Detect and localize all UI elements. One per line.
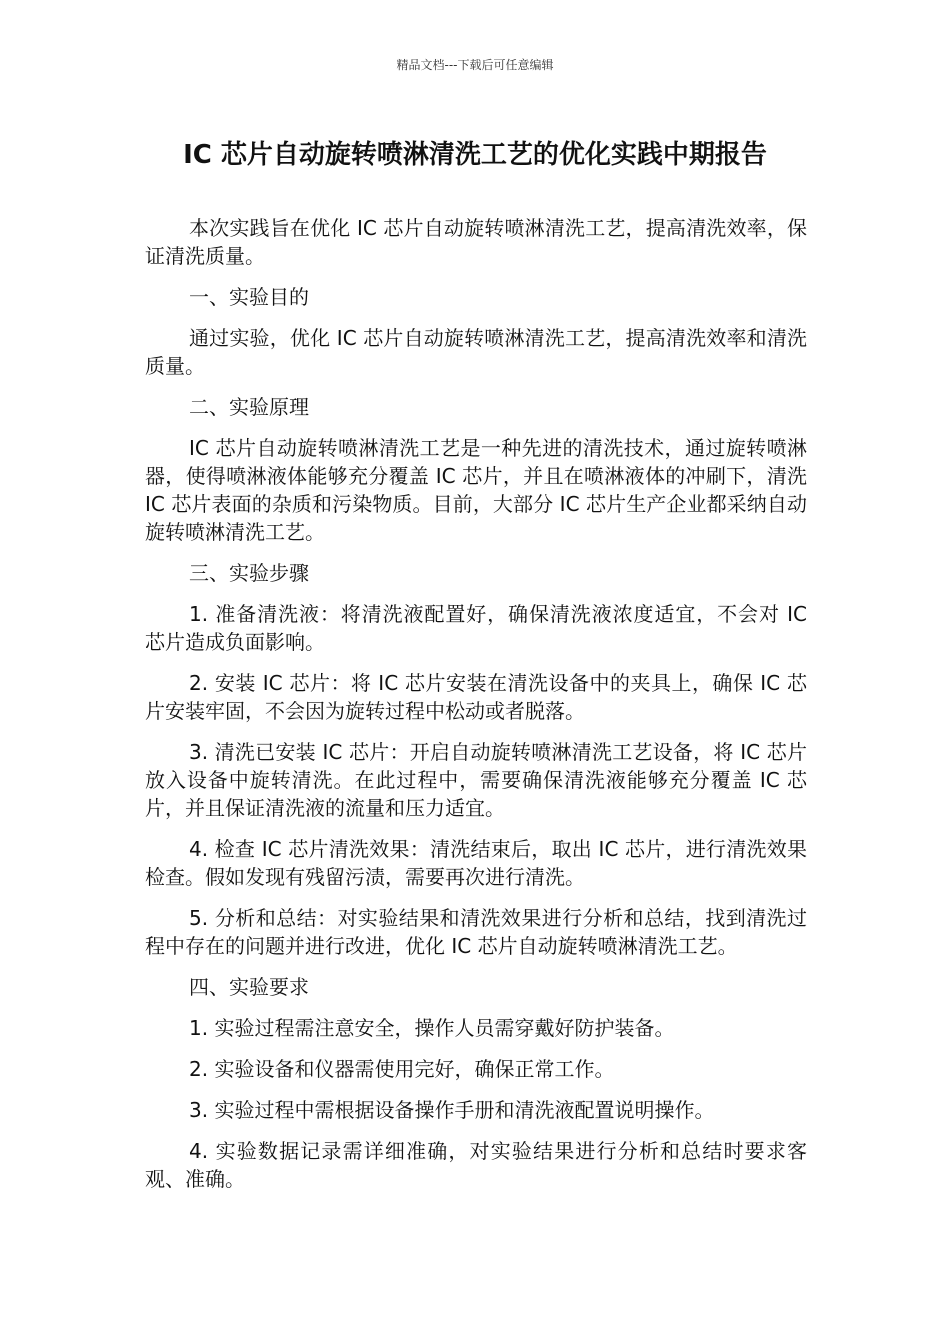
header-note: 精品文档---下载后可任意编辑 (396, 58, 554, 72)
requirement-item: 1. 实验过程需注意安全，操作人员需穿戴好防护装备。 (189, 1016, 675, 1040)
purpose-paragraph: 通过实验，优化 IC 芯片自动旋转喷淋清洗工艺，提高清洗效率和清洗质量。 (145, 326, 807, 378)
document-title: IC 芯片自动旋转喷淋清洗工艺的优化实践中期报告 (183, 140, 767, 170)
intro-paragraph: 本次实践旨在优化 IC 芯片自动旋转喷淋清洗工艺，提高清洗效率，保证清洗质量。 (145, 216, 807, 268)
document-body (145, 214, 807, 1206)
section-heading-purpose: 一、实验目的 (189, 285, 309, 309)
principle-paragraph: IC 芯片自动旋转喷淋清洗工艺是一种先进的清洗技术，通过旋转喷淋器，使得喷淋液体能够充分覆盖 IC 芯片，并且在喷淋液体的冲刷下，清洗 IC 芯片表面的杂质和污染物质。目前，大部分 IC 芯片生产企业都采纳自动旋转喷淋清洗工艺。 (145, 436, 807, 544)
section-heading-requirements: 四、实验要求 (189, 975, 309, 999)
step-item: 4. 检查 IC 芯片清洗效果：清洗结束后，取出 IC 芯片，进行清洗效果检查。假如发现有残留污渍，需要再次进行清洗。 (145, 837, 807, 889)
section-heading-steps: 三、实验步骤 (189, 561, 309, 585)
step-item: 3. 清洗已安装 IC 芯片：开启自动旋转喷淋清洗工艺设备，将 IC 芯片放入设备中旋转清洗。在此过程中，需要确保清洗液能够充分覆盖 IC 芯片，并且保证清洗液的流量和压力适宜。 (145, 740, 807, 820)
step-item: 5. 分析和总结：对实验结果和清洗效果进行分析和总结，找到清洗过程中存在的问题并进行改进，优化 IC 芯片自动旋转喷淋清洗工艺。 (145, 906, 807, 958)
step-item: 2. 安装 IC 芯片：将 IC 芯片安装在清洗设备中的夹具上，确保 IC 芯片安装牢固，不会因为旋转过程中松动或者脱落。 (145, 671, 807, 723)
requirement-item: 3. 实验过程中需根据设备操作手册和清洗液配置说明操作。 (189, 1098, 715, 1122)
section-heading-principle: 二、实验原理 (189, 395, 309, 419)
step-item: 1. 准备清洗液：将清洗液配置好，确保清洗液浓度适宜，不会对 IC 芯片造成负面影响。 (145, 602, 807, 654)
requirement-item: 2. 实验设备和仪器需使用完好，确保正常工作。 (189, 1057, 615, 1081)
requirement-item: 4. 实验数据记录需详细准确，对实验结果进行分析和总结时要求客观、准确。 (145, 1139, 807, 1191)
